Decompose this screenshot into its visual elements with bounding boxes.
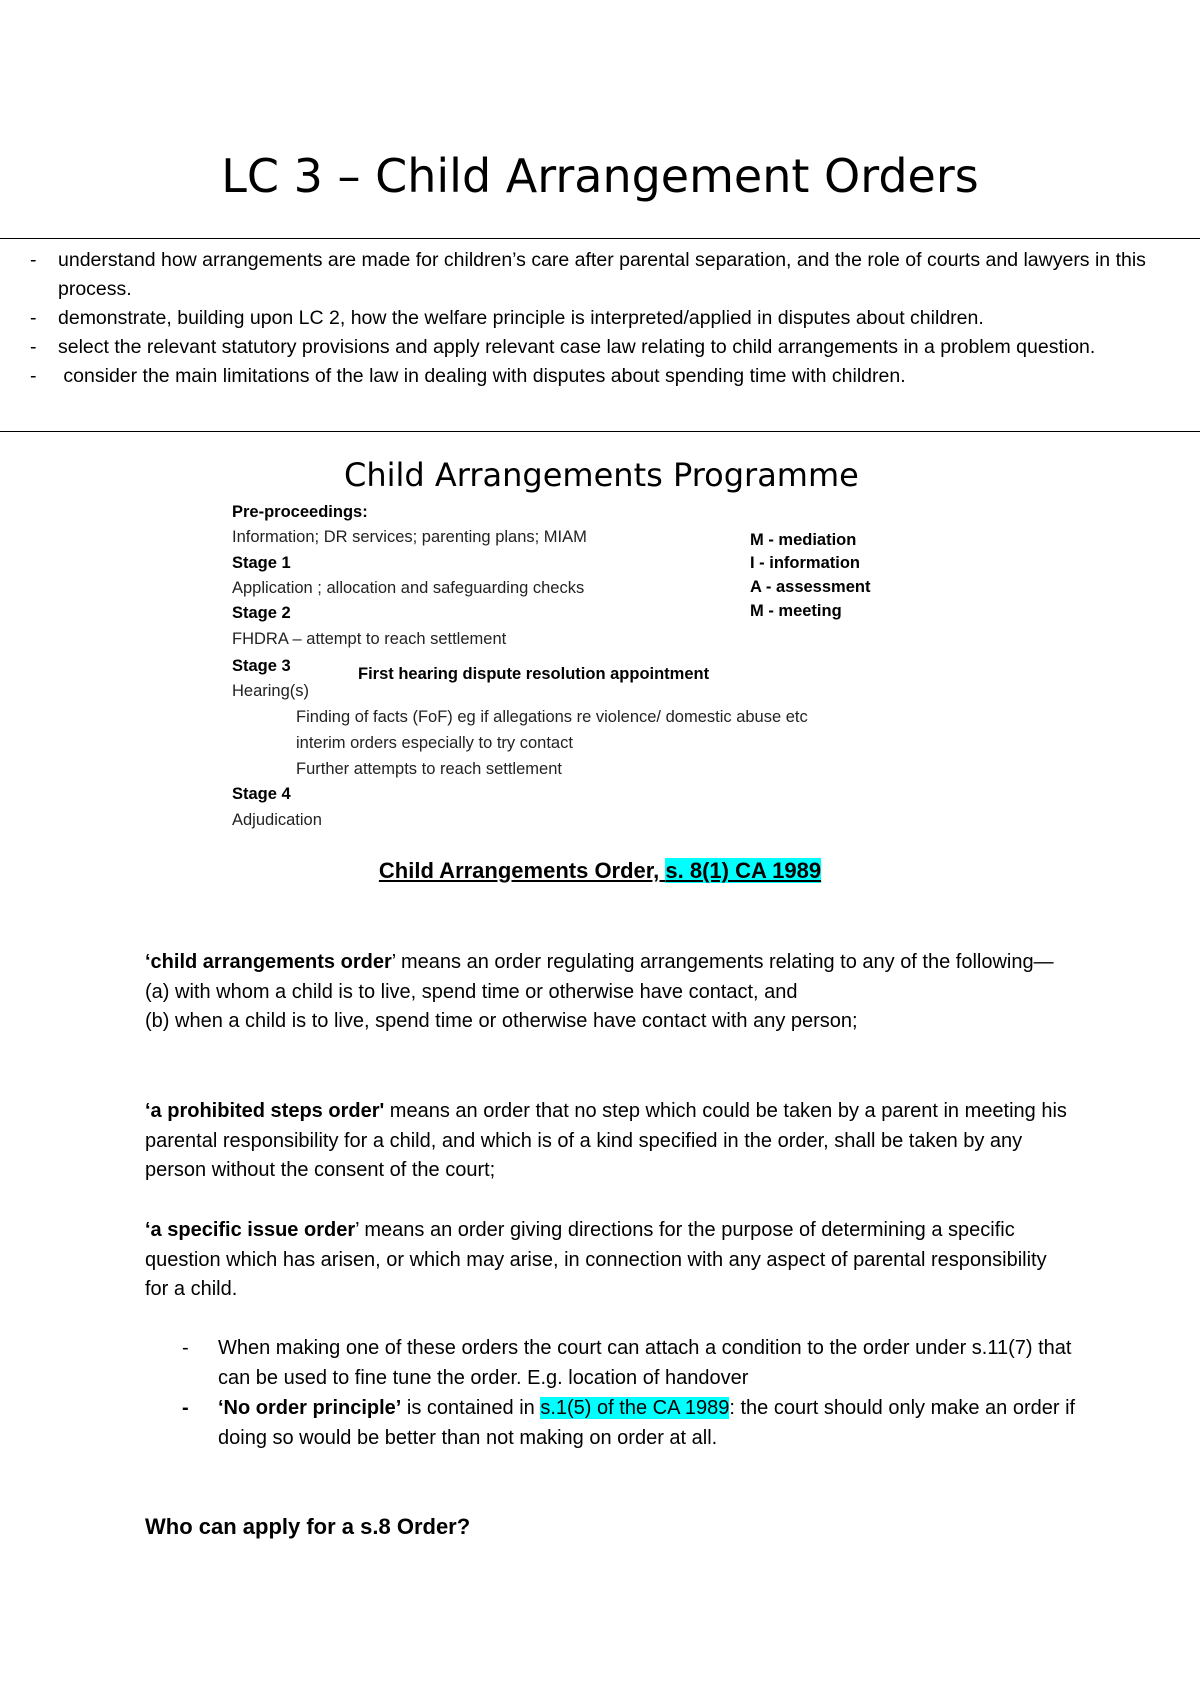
pso-term: ‘a prohibited steps order' [145,1100,385,1122]
pre-proceedings-text: Information; DR services; parenting plans; MIAM [232,528,587,546]
programme-figure [232,455,912,835]
objective-item: - understand how arrangements are made for children’s care after parental separation, and the role of courts and lawyers in this process. [30,249,1146,300]
sio-term: ‘a specific issue order [145,1219,356,1241]
pre-proceedings-heading: Pre-proceedings: [232,503,368,521]
bottom-divider [0,431,1200,432]
miam-item: M - mediation [750,531,857,549]
stage3-sub-item: Further attempts to reach settlement [296,760,562,778]
fhdra-expansion: First hearing dispute resolution appointment [358,665,710,683]
stage1-heading: Stage 1 [232,554,291,572]
stage2-heading: Stage 2 [232,604,291,622]
page-title: LC 3 – Child Arrangement Orders [221,149,979,203]
miam-item: M - meeting [750,602,842,620]
stage3-sub-item: Finding of facts (FoF) eg if allegations re violence/ domestic abuse etc [296,708,808,726]
stage4-heading: Stage 4 [232,785,291,803]
cao-clause-b: (b) when a child is to live, spend time or otherwise have contact with any person; [145,1010,858,1032]
objective-item: - select the relevant statutory provisions and apply relevant case law relating to child arrangements in a problem question. [30,336,1096,358]
definition-cao: ‘child arrangements order’ means an order regulating arrangements relating to any of the following— (a) with whom a child is to live, spend time or otherwise have contact, and (b) when a child is to live, spend time or otherwise have contact with any person; [145,948,1075,1037]
objective-item: - demonstrate, building upon LC 2, how the welfare principle is interpreted/applied in disputes about children. [30,307,984,329]
cao-heading-citation: s. 8(1) CA 1989 [665,858,822,883]
stage4-text: Adjudication [232,811,322,829]
top-divider [0,238,1200,239]
stage3-sub-item: interim orders especially to try contact [296,734,573,752]
stage1-text: Application ; allocation and safeguarding checks [232,579,585,597]
stage3-heading: Stage 3 [232,657,291,675]
programme-title: Child Arrangements Programme [344,456,859,494]
miam-item: A - assessment [750,578,871,596]
cao-term: ‘child arrangements order [145,951,392,973]
no-order-term: ‘No order principle’ [218,1397,402,1419]
section-question: Who can apply for a s.8 Order? [145,1514,471,1539]
no-order-citation: s.1(5) of the CA 1989 [540,1397,730,1419]
cao-clause-a: (a) with whom a child is to live, spend time or otherwise have contact, and [145,980,798,1003]
stage3-text: Hearing(s) [232,682,310,700]
bullet-no-order: - ‘No order principle’ is contained in s.1(5) of the CA 1989: the court should only make an order if doing so would be better than not making on order at all. [182,1397,1076,1449]
definition-sio: ‘a specific issue order’ means an order giving directions for the purpose of determining a specific question which has arisen, or which may arise, in connection with any aspect of parental responsibility for a child. [145,1219,1047,1300]
learning-objectives [0,246,1200,391]
objective-item: - consider the main limitations of the law in dealing with disputes about spending time with children. [30,365,906,387]
cao-heading [0,856,1200,886]
cao-heading-text: Child Arrangements Order, [378,858,666,883]
stage2-text: FHDRA – attempt to reach settlement [232,630,507,648]
definition-pso: ‘a prohibited steps order' means an order that no step which could be taken by a parent in meeting his parental responsibility for a child, and which is of a kind specified in the order, shall be taken by any person without the consent of the court; [145,1100,1067,1181]
bullet-condition: - When making one of these orders the court can attach a condition to the order under s.11(7) that can be used to fine tune the order. E.g. location of handover [182,1337,1072,1389]
miam-item: I - information [750,554,860,572]
